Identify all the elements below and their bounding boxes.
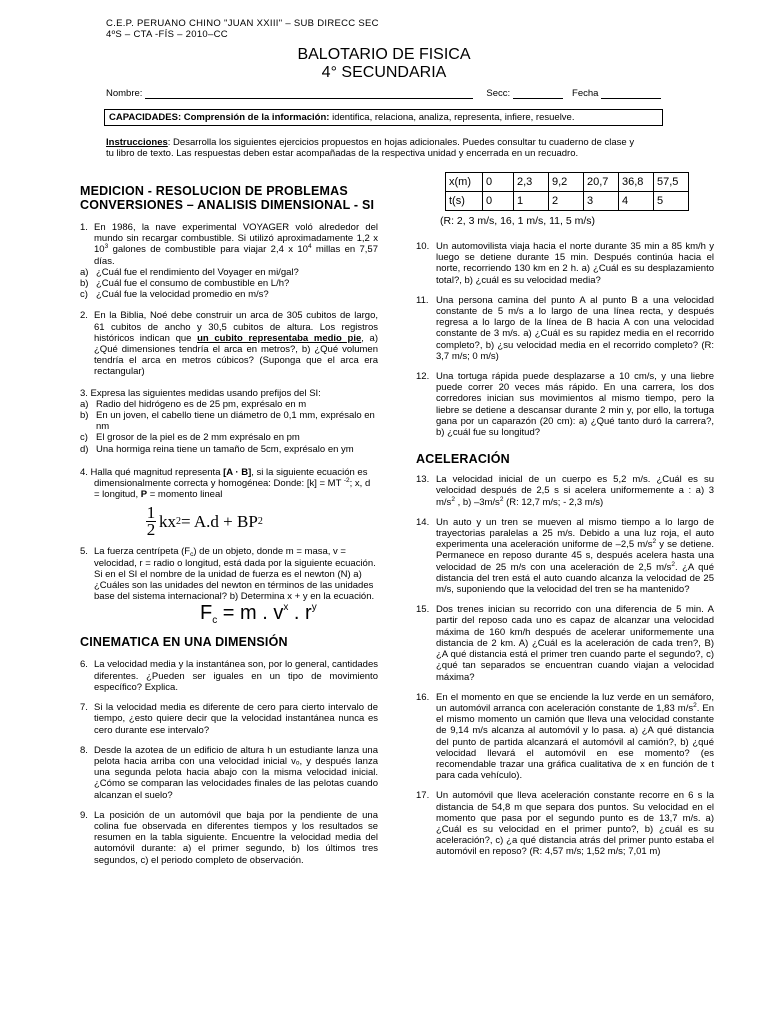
date-field[interactable] bbox=[601, 89, 661, 99]
right-column bbox=[416, 241, 714, 858]
question-8: 8. Desde la azotea de un edificio de altura h un estudiante lanza una pelota hacia arriba con una velocidad inicial vₒ, y después lanza una segunda pelota hacia abajo con la misma velocidad inicial. ¿Cómo se comparan las velocidades finales de las pelotas cuando alcanzan el suelo? bbox=[80, 744, 378, 801]
student-form bbox=[106, 88, 666, 99]
section-field[interactable] bbox=[513, 89, 563, 99]
question-13: 13. La velocidad inicial de un cuerpo es 5,2 m/s. ¿Cuál es su velocidad después de 2,5 s si acelera uniformemente a : a) 3 $m/s^2$ , b) $-3m/s^2$ (R: 12,7 m/s; - 2,3 m/s) bbox=[416, 474, 714, 508]
equation-4: 1 2 kx 2 = A.d + BP 2 bbox=[146, 503, 263, 540]
question-17: 17. Un automóvil que lleva aceleración constante recorre en 6 s la distancia de 54,8 m que separa dos puntos. Su velocidad en el momento que pasa por el segundo punto es de 13,7 m/s. a) ¿Cuál es su velocidad en el primer punto?, b) ¿cuál es su aceleración?, c) ¿a qué distancia atrás del primer punto estaba el automóvil en reposo? (R: 4,57 m/s; 1,52 m/s; 7,01 m) bbox=[416, 790, 714, 858]
section-medicion-title: MEDICION - RESOLUCION DE PROBLEMAS CONVERSIONES – ANALISIS DIMENSIONAL - SI bbox=[80, 184, 375, 212]
question-16: 16. En el momento en que se enciende la luz verde en un semáforo, un automóvil arranca con aceleración constante de 1,83 $m/s^2$. En el mismo momento un camión que lleva una velocidad constante de 9,14 m/s alcanza al automóvil y lo pasa. a) ¿A qué distancia del punto de partida alcanzará el automóvil al camión?, b) ¿qué velocidad llevará el automóvil en ese momento? (es recomendable trazar una gráfica cualitativa de x en función de t para cada vehículo). bbox=[416, 691, 715, 782]
capacidades-text: identifica, relaciona, analiza, representa, infiere, resuelve. bbox=[329, 112, 575, 123]
section-label: Secc: bbox=[486, 88, 511, 99]
table-answer: (R: 2, 3 m/s, 16, 1 m/s, 11, 5 m/s) bbox=[440, 215, 596, 227]
course-line: 4ºS – CTA -FÍS – 2010–CC bbox=[106, 29, 228, 40]
question-1-b: b) ¿Cuál fue el consumo de combustible en L/h? bbox=[80, 278, 290, 290]
instructions-text: : Desarrolla los siguientes ejercicios propuestos en hojas adicionales. Puedes consultar tu cuaderno de clase y tu libro de texto. Las respuestas deben estar acompañadas de la respectiva unidad y encerrada en un recuadro. bbox=[106, 137, 635, 160]
page-subtitle: 4° SECUNDARIA bbox=[321, 64, 447, 81]
question-15: 15. Dos trenes inician su recorrido con una diferencia de 5 min. A partir del reposo cada uno es capaz de alcanzar una velocidad máxima de 160 km/h después de acelerar uniformemente una distancia de 2 km. A) ¿Cuál es la aceleración de cada tren?, B) ¿A qué distancia está el primer tren cuando parte el segundo?, c) ¿qué tan separados se encuentran cuando viajan a velocidad máxima? bbox=[416, 604, 714, 683]
table-row: t(s) 0 1 2 3 4 5 bbox=[446, 192, 689, 211]
question-11: 11. Una persona camina del punto A al punto B a una velocidad constante de 5 m/s a lo largo de una línea recta, y después regresa a lo largo de la línea de B hacia A con una velocidad constante de 3 m/s. a) ¿Cuál es su rapidez media en el recorrido completo?, b) ¿su velocidad media en el recorrido completo? (R: 3,7 m/s; 0 m/s) bbox=[416, 294, 714, 362]
question-1-a: a) ¿Cuál fue el rendimiento del Voyager en mi/gal? bbox=[80, 266, 299, 278]
question-1: 1. En 1986, la nave experimental VOYAGER voló alrededor del mundo sin recargar combustible. Si utilizó aproximadamente 1,2 x $10^3$ galones de combustible para viajar 2,4 x $10^4$ millas en 7,57 días. bbox=[80, 222, 379, 267]
question-3-d: d) Una hormiga reina tiene un tamaño de 5cm, exprésalo en ym bbox=[80, 443, 354, 455]
equation-5: $F_c = m$ . $v^x$ . $r^y$ bbox=[200, 602, 317, 627]
question-7: 7. Si la velocidad media es diferente de cero para cierto intervalo de tiempo, ¿esto quiere decir que la velocidad instantánea nunca es cero durante ese intervalo? bbox=[80, 702, 378, 736]
question-2: 2. En la Biblia, Noé debe construir un arca de 305 cubitos de largo, 61 cubitos de ancho y 30,5 cubitos de altura. Los registros históricos indican que un cubito representaba medio pie, a) ¿Qué dimensiones tendría el arca en metros?, b) ¿Qué volumen tendría el arca en metros cúbicos? (Suponga que el arca era rectangular) bbox=[80, 310, 379, 378]
instructions bbox=[106, 137, 636, 159]
table-row: x(m) 0 2,3 9,2 20,7 36,8 57,5 bbox=[446, 173, 689, 192]
name-label: Nombre: bbox=[106, 88, 143, 99]
question-9: 9. La posición de un automóvil que baja por la pendiente de una colina fue observada en diferentes tiempos y los resultados se resumen en la tabla siguiente. Encuentre la velocidad media del automóvil durante: a) el primer segundo, b) los últimos tres segundos, c) el periodo completo de observación. bbox=[80, 809, 378, 866]
question-4: 4. Halla qué magnitud representa [A · B], si la siguiente ecuación es dimensionalmente correcta y homogénea: Donde: [k] = MT $^{-2}$; x, d = longitud, P = momento lineal 1 2 kx 2 = A.d + BP 2 bbox=[80, 467, 378, 539]
question-10: 10. Un automovilista viaja hacia el norte durante 35 min a 85 km/h y luego se detiene durante 15 min. Después continúa hacia el norte, recorriendo 130 km en 2 h. a) ¿Cuál es su desplazamiento total?, b) ¿cuál es su velocidad media? bbox=[416, 241, 714, 286]
name-field[interactable] bbox=[145, 89, 473, 99]
instructions-label: Instrucciones bbox=[106, 137, 168, 148]
capacidades-label: CAPACIDADES: Comprensión de la información: bbox=[109, 112, 330, 123]
question-14: 14. Un auto y un tren se mueven al mismo tiempo a lo largo de trayectorias paralelas a 25 m/s. Debido a una luz roja, el auto experimenta una aceleración uniforme de –2,5 $m/s^2$ y se detiene. Permanece en reposo durante 45 s, después acelera hasta una velocidad de 25 m/s con una aceleración de 2,5 $m/s^2$. ¿A qué distancia del tren está el auto cuando alcanza la velocidad de 25 m/s, suponiendo que la velocidad del tren se ha mantenido? bbox=[416, 516, 714, 596]
question-1-c: c) ¿Cuál fue la velocidad promedio en m/s? bbox=[80, 289, 269, 301]
position-time-table bbox=[445, 172, 689, 211]
school-line: C.E.P. PERUANO CHINO "JUAN XXIII" – SUB DIRECC SEC bbox=[106, 18, 379, 29]
capacidades-box bbox=[104, 109, 663, 126]
question-6: 6. La velocidad media y la instantánea son, por lo general, cantidades diferentes. ¿Pueden ser iguales en un tipo de movimiento específico? Explica. bbox=[80, 659, 378, 693]
question-3-a: a) Radio del hidrógeno es de 25 pm, exprésalo en m bbox=[80, 398, 307, 410]
question-3: 3. Expresa las siguientes medidas usando prefijos del SI: a) Radio del hidrógeno es de 25 pm, exprésalo en m b) En un joven, el cabello tiene un diámetro de 0,1 mm, exprésalo en nm c) El grosor de la piel es de 2 mm exprésalo en pm d) Una hormiga reina tiene un tamaño de 5cm, exprésalo en ym bbox=[80, 388, 378, 455]
page-title: BALOTARIO DE FISICA bbox=[297, 46, 471, 63]
question-5: 5. La fuerza centrípeta $(F_c)$ de un objeto, donde m = masa, v = velocidad, r = radio o longitud, está dada por la siguiente ecuación. Si en el SI el nombre de la unidad de fuerza es el newton (N) a) ¿Cuáles son las unidades del newton en términos de las unidades base del sistema internacional? b) Determina x + y en la ecuación. bbox=[80, 546, 376, 603]
section-aceleracion-title: ACELERACIÓN bbox=[416, 452, 510, 467]
date-label: Fecha bbox=[572, 88, 599, 99]
question-3-c: c) El grosor de la piel es de 2 mm exprésalo en pm bbox=[80, 432, 300, 444]
left-column bbox=[80, 184, 378, 866]
section-cinematica-title: CINEMATICA EN UNA DIMENSIÓN bbox=[80, 635, 288, 650]
question-12: 12. Una tortuga rápida puede desplazarse a 10 cm/s, y una liebre puede correr 20 veces más rápido. En una carrera, los dos corredores inician sus movimientos al mismo tiempo, pero la liebre se detiene a descansar durante 2 min y, por ello, la tortuga gana por un caparazón (20 cm): a) ¿Qué tanto duró la carrera?, b) ¿cuál fue su longitud? bbox=[416, 371, 714, 439]
question-3-b: b) En un joven, el cabello tiene un diámetro de 0,1 mm, exprésalo en nm bbox=[80, 410, 375, 433]
